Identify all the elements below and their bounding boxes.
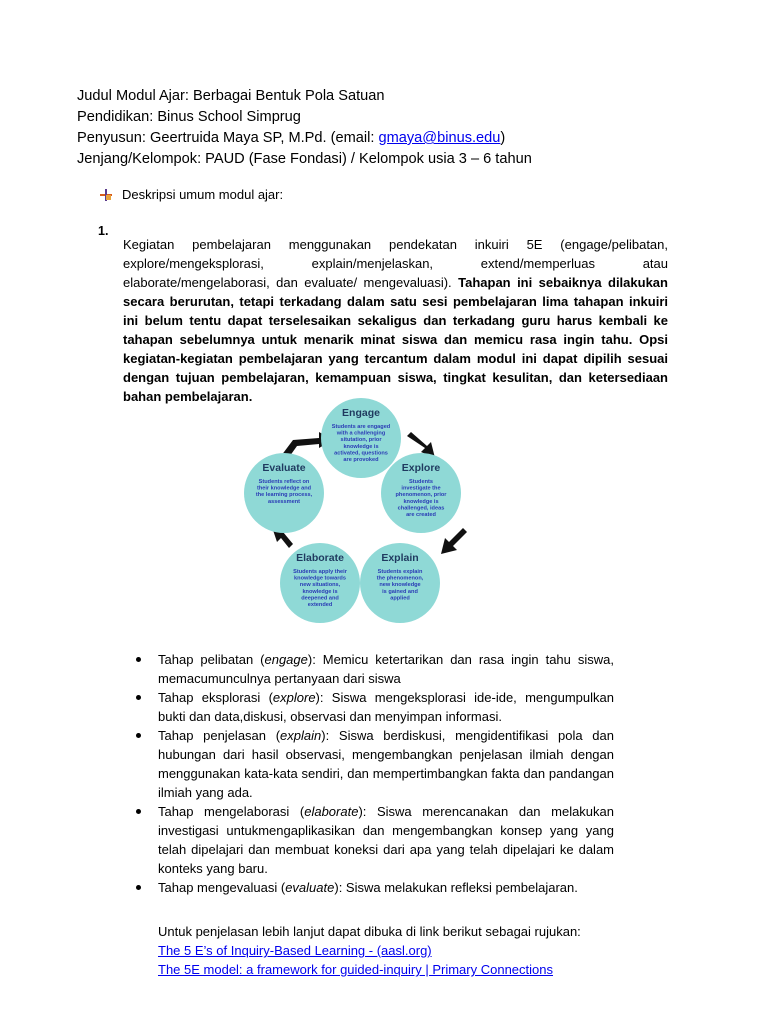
bullet-suffix: ): Siswa merencanakan dan melakukan investigasi untukmengaplikasikan dan mengembangkan konsep yang yang telah dipelajari dan membuat koneksi dari apa yang telah dipelajari ke dalam konteks yang baru. xyxy=(158,804,614,876)
bullet-prefix: Tahap mengelaborasi ( xyxy=(158,804,305,819)
stage-description-line: their knowledge and xyxy=(256,485,312,492)
level-line: Jenjang/Kelompok: PAUD (Fase Fondasi) / Kelompok usia 3 – 6 tahun xyxy=(77,151,532,167)
stage-bullet-item xyxy=(130,878,614,897)
bullet-suffix: ): Siswa melakukan refleksi pembelajaran. xyxy=(334,880,578,895)
stage-explore xyxy=(381,453,461,533)
stage-description-line: deepened and xyxy=(301,595,339,602)
stage-description-line: knowledge is xyxy=(343,443,379,450)
cycle-arrow-icon xyxy=(441,528,467,554)
bullet-dot-icon xyxy=(136,695,141,700)
stage-title: Elaborate xyxy=(296,552,344,564)
bullet-term: engage xyxy=(264,652,308,667)
stage-description-line: Students reflect on xyxy=(258,479,310,485)
bullet-suffix: ): Siswa berdiskusi, mengidentifikasi pola dan hubungan dari hasil observasi, mengembangkan penjelasan ilmiah dengan menggunakan kata-kata sendiri, dan mempertimbangkan fakta dan pandangan ilmiah yang ada. xyxy=(158,728,614,800)
bullet-term: evaluate xyxy=(285,880,335,895)
item-paragraph xyxy=(123,235,668,406)
bullet-term: explain xyxy=(280,728,322,743)
item-number: 1. xyxy=(98,224,109,238)
stage-description-line: is gained and xyxy=(382,588,418,595)
bullet-dot-icon xyxy=(136,657,141,662)
bullet-term: explore xyxy=(272,690,316,705)
module-header xyxy=(77,86,697,170)
stage-description-line: with a challenging xyxy=(336,430,386,437)
author-line xyxy=(77,128,697,149)
bullet-suffix: ): Memicu ketertarikan dan rasa ingin tahu siswa, memacumunculnya pertanyaan dari siswa xyxy=(158,652,614,686)
stage-description-line: challenged, ideas xyxy=(397,505,445,512)
bullet-prefix: Tahap eksplorasi ( xyxy=(158,690,273,705)
stage-description-line: are created xyxy=(406,512,436,518)
stage-description-line: Students apply their xyxy=(293,569,347,575)
stage-title: Evaluate xyxy=(262,462,306,474)
stage-description-line: applied xyxy=(390,595,410,602)
paragraph-bold: Tahapan ini sebaiknya dilakukan secara berurutan, tetapi terkadang dalam satu sesi pembelajaran lima tahapan inkuiri ini belum tentu dapat terselesaikan sekaligus dan terkadang guru harus kembali ke tahapan sebelumnya untuk menarik minat siswa dan memicu rasa ingin tahu. Opsi kegiatan-kegiatan pembelajaran yang tercantum dalam modul ini dapat dipilih sesuai dengan tujuan pembelajaran, kemampuan siswa, tingkat kesulitan, dan ketersediaan bahan pembelajaran. xyxy=(123,275,668,404)
stage-evaluate xyxy=(244,453,324,533)
education-line: Pendidikan: Binus School Simprug xyxy=(77,109,301,125)
reference-link-primary-connections[interactable]: The 5E model: a framework for guided-inquiry | Primary Connections xyxy=(158,962,553,977)
stage-bullet-list xyxy=(130,650,614,897)
cross-bullet-icon xyxy=(100,189,112,201)
author-email-link[interactable]: gmaya@binus.edu xyxy=(378,130,501,146)
stage-explain xyxy=(360,543,440,623)
stage-description-line: investigate the xyxy=(401,485,441,492)
stage-description-line: knowledge towards xyxy=(294,575,346,582)
stage-description-line: the phenomenon, xyxy=(376,575,424,582)
module-title: Judul Modul Ajar: Berbagai Bentuk Pola Satuan xyxy=(77,88,385,104)
stage-description-line: are provoked xyxy=(343,457,379,463)
stage-description-line: activated, questions xyxy=(334,450,388,457)
stage-elaborate xyxy=(280,543,360,623)
stage-description-line: new situations, xyxy=(299,582,341,589)
bullet-suffix: ): Siswa mengeksplorasi ide-ide, mengumpulkan bukti dan data,diskusi, observasi dan menyimpan informasi. xyxy=(158,690,614,724)
paragraph-normal: Kegiatan pembelajaran menggunakan pendekatan inkuiri 5E (engage/pelibatan, explore/mengeksplorasi, explain/menjelaskan, extend/memperluas atau elaborate/mengelaborasi, dan evaluate/ mengevaluasi). xyxy=(123,237,668,290)
description-heading xyxy=(100,186,283,204)
stage-description-line: extended xyxy=(307,602,333,608)
stage-description-line: Students are engaged xyxy=(331,424,391,430)
bullet-prefix: Tahap pelibatan ( xyxy=(158,652,265,667)
stage-title: Explain xyxy=(381,552,419,564)
stage-description-line: phenomenon, prior xyxy=(395,492,447,499)
stage-description-line: Students xyxy=(409,479,433,485)
stage-description-line: knowledge is xyxy=(302,588,338,595)
bullet-dot-icon xyxy=(136,809,141,814)
stage-title: Engage xyxy=(342,407,380,419)
bullet-dot-icon xyxy=(136,885,141,890)
author-prefix: Penyusun: Geertruida Maya SP, M.Pd. (email: xyxy=(77,130,379,146)
stage-bullet-item xyxy=(130,650,614,688)
stage-description-line: situtation, prior xyxy=(340,437,382,444)
inquiry-5e-cycle-diagram xyxy=(235,398,485,628)
stage-description-line: knowledge is xyxy=(403,498,439,505)
author-suffix: ) xyxy=(500,130,506,146)
stage-description-line: the learning process, xyxy=(255,492,313,499)
stage-bullet-item xyxy=(130,688,614,726)
numbered-item xyxy=(98,222,668,419)
references xyxy=(158,922,618,979)
stage-engage xyxy=(321,398,401,478)
stage-title: Explore xyxy=(401,462,441,474)
stage-bullet-item xyxy=(130,802,614,878)
stage-description-line: assessment xyxy=(267,498,301,505)
stage-description-line: new knowledge xyxy=(379,582,421,589)
reference-link-aasl[interactable]: The 5 E’s of Inquiry-Based Learning - (aasl.org) xyxy=(158,943,432,958)
description-label: Deskripsi umum modul ajar: xyxy=(122,187,284,202)
stage-bullet-item xyxy=(130,726,614,802)
bullet-term: elaborate xyxy=(304,804,359,819)
bullet-prefix: Tahap mengevaluasi ( xyxy=(158,880,286,895)
bullet-dot-icon xyxy=(136,733,141,738)
bullet-prefix: Tahap penjelasan ( xyxy=(158,728,281,743)
stage-description-line: Students explain xyxy=(377,569,423,575)
references-intro: Untuk penjelasan lebih lanjut dapat dibuka di link berikut sebagai rujukan: xyxy=(158,924,581,939)
